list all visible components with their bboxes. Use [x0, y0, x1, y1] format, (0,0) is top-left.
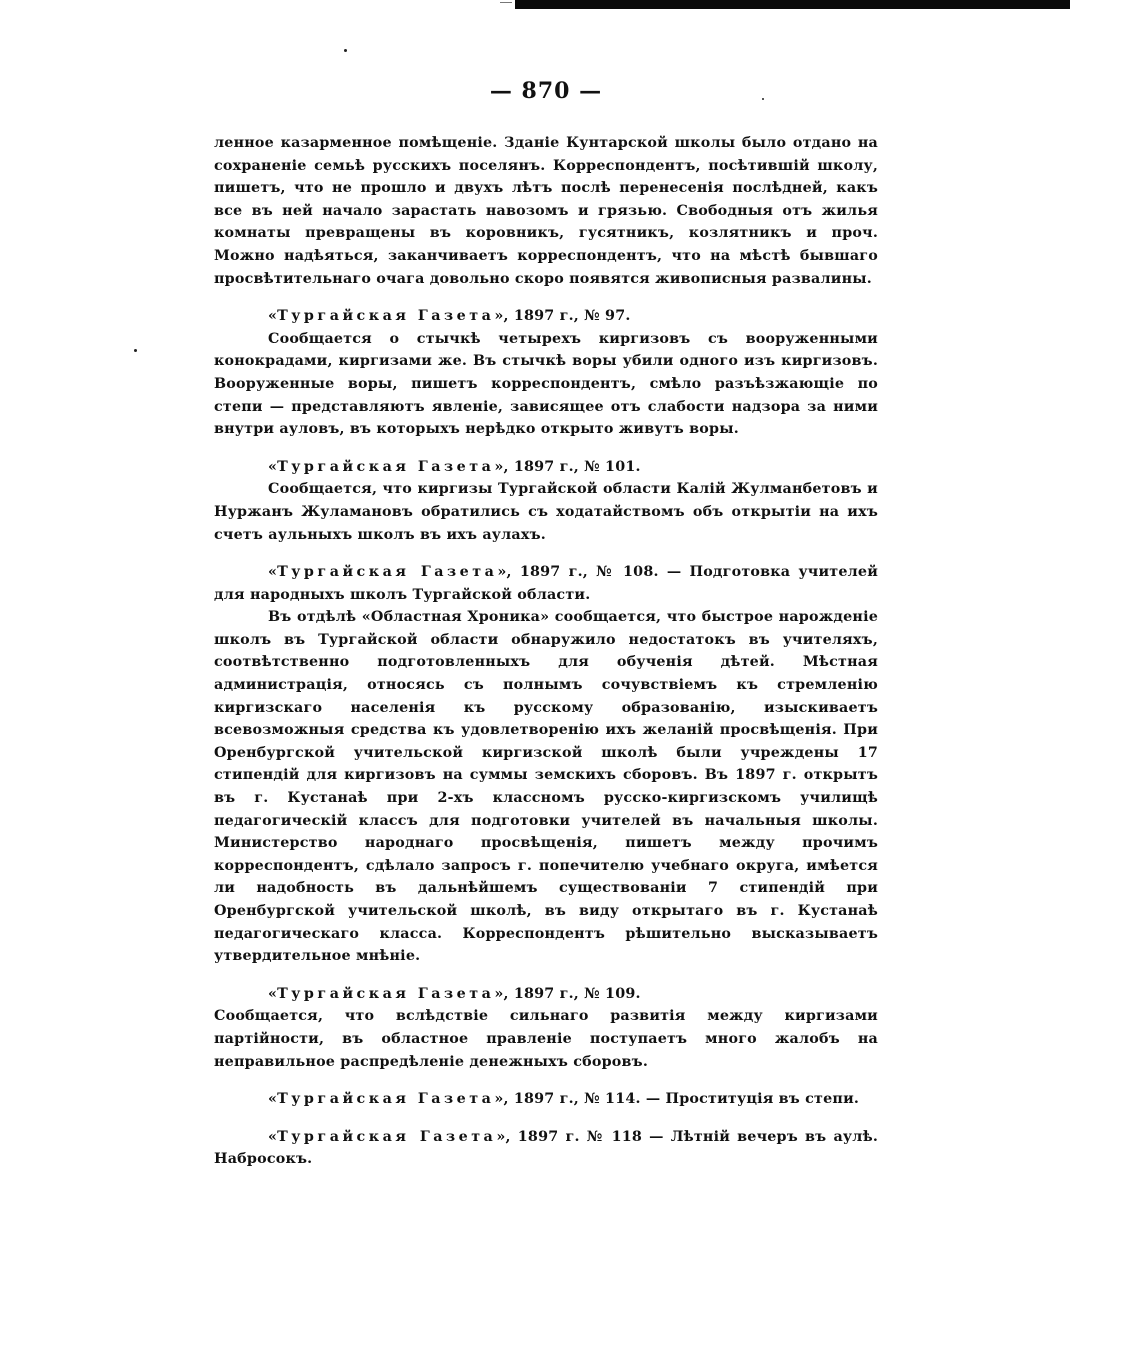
scan-speck — [344, 49, 347, 52]
entry-meta: », 1897 г., № 109. — [494, 985, 641, 1002]
entry-meta: », 1897 г., № 97. — [494, 308, 631, 325]
entry-source — [214, 305, 878, 328]
entry-source — [214, 456, 878, 479]
quote-open: « — [268, 1128, 278, 1145]
quote-open: « — [268, 458, 278, 475]
scan-edge-bar — [515, 0, 1070, 9]
newspaper-entry — [214, 1126, 878, 1171]
newspaper-entry — [214, 561, 878, 968]
entry-source — [214, 1126, 878, 1171]
newspaper-title: Тургайская Газета — [277, 308, 495, 325]
entry-body: Сообщается, что вслѣдствіе сильнаго развитія между киргизами партійности, въ областное правленіе поступаетъ много жалобъ на неправильное распредѣленіе денежныхъ сборовъ. — [214, 1008, 878, 1070]
intro-paragraph: ленное казарменное помѣщеніе. Зданіе Кунтарской школы было отдано на сохраненіе семьѣ русскихъ поселянъ. Корреспондентъ, посѣтившій школу, пишетъ, что не прошло и двухъ лѣтъ послѣ перенесенія послѣдней, какъ все въ ней начало зарастать навозомъ и грязью. Свободныя отъ жилья комнаты превращены въ коровникъ, гусятникъ, козлятникъ и проч. Можно надѣяться, заканчиваетъ корреспондентъ, что на мѣстѣ бывшаго просвѣтительнаго очага довольно скоро появятся живописныя развалины. — [214, 135, 878, 287]
newspaper-title: Тургайская Газета — [277, 458, 495, 475]
newspaper-title: Тургайская Газета — [277, 985, 495, 1002]
entry-source — [214, 1088, 878, 1111]
entry-meta: », 1897 г., № 114. — Проституція въ степи. — [494, 1091, 860, 1108]
entry-meta: », 1897 г., № 101. — [494, 458, 641, 475]
quote-open: « — [268, 564, 278, 581]
entry-body: Сообщается о стычкѣ четырехъ киргизовъ съ вооруженными конокрадами, киргизами же. Въ стычкѣ воры убили одного изъ киргизовъ. Вооруженные воры, пишетъ корреспондентъ, смѣло разъѣзжающіе по степи — представляютъ явленіе, зависящее отъ слабости надзора за ними внутри ауловъ, въ которыхъ нерѣдко открыто живутъ воры. — [214, 330, 878, 438]
document-page — [214, 78, 878, 1171]
newspaper-entry — [214, 1088, 878, 1111]
entry-body: Въ отдѣлѣ «Областная Хроника» сообщается, что быстрое нарожденіе школъ въ Тургайской области обнаружило недостатокъ въ учителяхъ, соотвѣтственно подготовленныхъ для обученія дѣтей. Мѣстная администрація, относясь съ полнымъ сочувствіемъ къ стремленію киргизскаго населенія къ русскому образованію, изыскиваетъ всевозможныя средства къ удовлетворенію ихъ желаній просвѣщенія. При Оренбургской учительской киргизской школѣ были учреждены 17 стипендій для киргизовъ на суммы земскихъ сборовъ. Въ 1897 г. открытъ въ г. Кустанаѣ при 2-хъ классномъ русско-киргизскомъ училищѣ педагогическій классъ для подготовки учителей въ начальныя школы. Министерство народнаго просвѣщенія, пишетъ между прочимъ корреспондентъ, сдѣлало запросъ г. попечителю учебнаго округа, имѣется ли надобность въ дальнѣйшемъ существованіи 7 стипендій при Оренбургской учительской школѣ, въ виду открытаго въ г. Кустанаѣ педагогическаго класса. Корреспондентъ рѣшительно высказываетъ утвердительное мнѣніе. — [214, 609, 878, 965]
entry-source — [214, 983, 878, 1006]
newspaper-entry — [214, 456, 878, 546]
scan-speck — [134, 349, 137, 352]
page-number: — 870 — — [489, 78, 603, 104]
scan-edge-line — [500, 2, 512, 3]
newspaper-entry — [214, 983, 878, 1073]
newspaper-title: Тургайская Газета — [277, 564, 498, 581]
newspaper-title: Тургайская Газета — [277, 1091, 495, 1108]
entry-body: Сообщается, что киргизы Тургайской области Калій Жулманбетовъ и Нуржанъ Жуламановъ обратились съ ходатайствомъ объ открытіи на ихъ счетъ аульныхъ школъ въ ихъ аулахъ. — [214, 481, 878, 543]
quote-open: « — [268, 308, 278, 325]
quote-open: « — [268, 985, 278, 1002]
quote-open: « — [268, 1091, 278, 1108]
entry-meta: », 1897 г. № 118 — Лѣтній вечеръ въ аулѣ. Набросокъ. — [214, 1128, 878, 1168]
newspaper-entry — [214, 305, 878, 441]
entry-source — [214, 561, 878, 606]
entry-meta: », 1897 г., № 108. — Подготовка учителей для народныхъ школъ Тургайской области. — [214, 564, 879, 603]
newspaper-title: Тургайская Газета — [277, 1128, 497, 1145]
